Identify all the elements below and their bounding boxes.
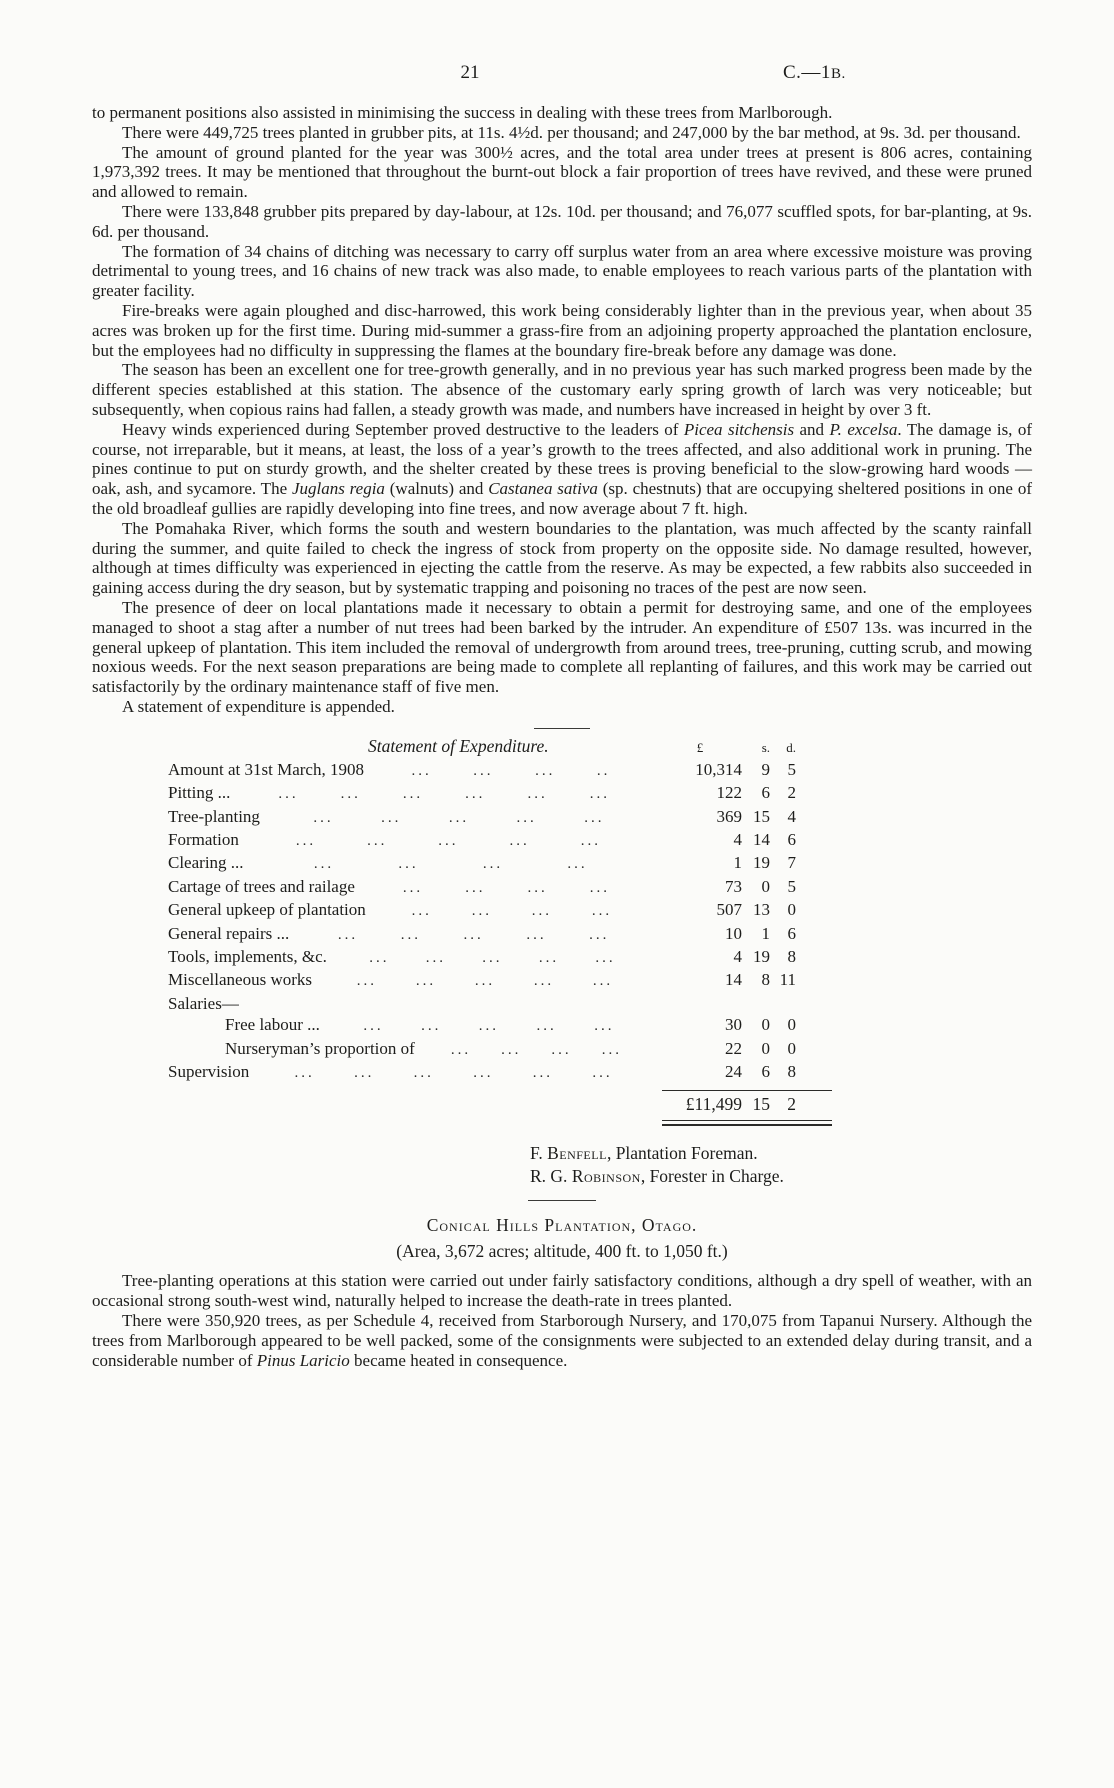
dot-leader: ...	[592, 973, 614, 990]
amount-pence: 5	[787, 759, 796, 779]
dot-leader: ...	[337, 926, 359, 943]
text-run: The formation of 34 chains of ditching was necessary to carry off surplus water from an area where excessive moisture was proving detrimental to young trees, and 16 chains of new track was also made, to enable employees to reach various parts of the plantation with greater facility.	[92, 241, 1032, 301]
amount-pounds: 30	[725, 1015, 742, 1035]
dot-leader: ...	[595, 949, 616, 966]
text-run: The amount of ground planted for the year was 300½ acres, and the total area under trees at present is 806 acres, containing 1,973,392 trees. It may be mentioned that throughout the burnt-out block a fair proportion of trees have revived, and these were pruned and allowed to remain.	[92, 142, 1032, 202]
dot-leader: ...	[425, 949, 446, 966]
dot-leader: ...	[567, 856, 588, 873]
expenditure-item-label: Cartage of trees and railage	[168, 876, 355, 896]
expenditure-rows	[168, 759, 796, 1085]
amount-pence: 2	[787, 783, 796, 803]
expenditure-row	[168, 829, 796, 852]
dot-leader: ...	[294, 1064, 315, 1081]
dot-leader: ...	[400, 926, 421, 943]
expenditure-item-label: Tools, implements, &c.	[168, 946, 327, 966]
latin-species-name: Pinus Laricio	[256, 1350, 350, 1370]
amount-pence: 0	[787, 1038, 796, 1058]
dot-leader: ...	[589, 926, 610, 943]
page-content	[92, 103, 1032, 1370]
dot-leaders	[366, 901, 658, 922]
dot-leader: ...	[313, 809, 334, 826]
column-header-pence: d.	[786, 739, 796, 755]
signature-surname: Benfell	[547, 1143, 607, 1164]
paragraph	[92, 103, 1032, 123]
column-header-shillings: s.	[761, 739, 770, 755]
amount-pounds: 4	[733, 829, 742, 849]
amount-pounds: 73	[725, 876, 742, 896]
text-run: There were 449,725 trees planted in grubber pits, at 11s. 4½d. per thousand; and 247,000 by the bar method, at 9s. 3d. per thousand.	[122, 122, 1021, 142]
dot-leader: ...	[381, 809, 402, 826]
dot-leaders	[364, 761, 658, 782]
latin-species-name: P. excelsa	[829, 419, 898, 439]
latin-species-name: Castanea sativa	[488, 479, 598, 499]
dot-leader: ...	[471, 903, 492, 920]
column-header-pounds: £	[696, 739, 704, 755]
amount-pence: 0	[787, 1015, 796, 1035]
amount-pence: 0	[787, 900, 796, 920]
latin-species-name: Juglans regia	[291, 479, 385, 499]
dot-leaders	[230, 784, 658, 805]
signature-initials: F.	[530, 1143, 548, 1164]
expenditure-row	[168, 782, 796, 805]
amount-pence: 4	[787, 806, 796, 826]
expenditure-item-label: General upkeep of plantation	[168, 900, 366, 920]
dot-leader: ...	[589, 786, 610, 803]
section-divider-rule	[534, 728, 590, 729]
amount-pounds: 10,314	[695, 759, 742, 779]
text-run: and	[794, 419, 830, 439]
dot-leader: ...	[551, 1041, 572, 1058]
expenditure-item-label: Clearing ...	[168, 853, 244, 873]
amount-pounds: 14	[725, 970, 742, 990]
paragraph	[92, 420, 1032, 519]
total-amount-shillings: 15	[752, 1094, 770, 1115]
expenditure-title: Statement of Expenditure.	[368, 735, 549, 756]
expenditure-row	[168, 759, 796, 782]
dot-leader: ...	[589, 879, 610, 896]
expenditure-item-label: Free labour ...	[225, 1015, 320, 1035]
dot-leader: ...	[438, 832, 459, 849]
expenditure-row	[168, 993, 796, 1014]
paragraph	[92, 143, 1032, 202]
doc-reference	[783, 62, 846, 84]
dot-leader: ...	[473, 1064, 494, 1081]
dot-leaders	[355, 878, 658, 899]
expenditure-item-label: Miscellaneous works	[168, 970, 313, 990]
amount-pounds: 4	[733, 946, 742, 966]
page-number: 21	[460, 62, 480, 83]
text-run: The Pomahaka River, which forms the south and western boundaries to the plantation, was much affected by the scanty rainfall during the summer, and quite failed to check the ingress of stock from property on the opposite side. No damage resulted, however, although at times difficulty was experienced in ejecting the cattle from the reserve. As may be expected, a few rabbits also succeeded in gaining access during the dry season, but by systematic trapping and poisoning no traces of the pest are now seen.	[92, 518, 1032, 598]
section2-body	[92, 1271, 1032, 1370]
dot-leaders	[327, 948, 658, 969]
latin-species-name: Picea sitchensis	[683, 419, 795, 439]
dot-leader: ...	[527, 879, 548, 896]
dot-leader: ...	[369, 949, 390, 966]
dot-leader: ...	[538, 949, 560, 966]
dot-leader: ...	[356, 973, 378, 990]
dot-leader: ...	[448, 809, 470, 826]
paragraph	[92, 519, 1032, 598]
amount-pence: 5	[787, 876, 796, 896]
expenditure-item-label: Amount at 31st March, 1908	[168, 759, 364, 779]
paragraph	[92, 598, 1032, 697]
doc-reference-suffix: B.	[830, 66, 846, 82]
dot-leader: ...	[584, 809, 605, 826]
dot-leader: ...	[527, 786, 548, 803]
dot-leader: ...	[295, 832, 317, 849]
dot-leaders	[289, 925, 658, 946]
dot-leader: ...	[516, 809, 537, 826]
dot-leader: ...	[278, 786, 299, 803]
dot-leader: ...	[465, 786, 486, 803]
amount-pounds: 1	[733, 853, 742, 873]
expenditure-item-label: Nurseryman’s proportion of	[225, 1038, 415, 1058]
text-run: became heated in consequence.	[349, 1350, 568, 1370]
report-body	[92, 103, 1032, 717]
text-run: Fire-breaks were again ploughed and disc-harrowed, this work being considerably lighter than in the previous year, when about 35 acres was broken up for the first time. During mid-summer a grass-fire from an adjoining property approached the plantation enclosure, but the employees had no difficulty in suppressing the flames at the boundary fire-break before any damage was done.	[92, 300, 1032, 360]
dot-leader: ...	[411, 903, 432, 920]
amount-pence: 6	[787, 829, 796, 849]
dot-leader: ...	[592, 1064, 613, 1081]
expenditure-row	[168, 806, 796, 829]
signature-initials: R. G.	[530, 1165, 572, 1186]
dot-leader: ...	[421, 1018, 442, 1035]
text-run: A statement of expenditure is appended.	[122, 696, 395, 716]
dot-leader: ...	[463, 926, 484, 943]
dot-leader: ...	[450, 1041, 472, 1058]
expenditure-row	[168, 899, 796, 922]
amount-shillings: 14	[753, 829, 770, 849]
expenditure-row	[168, 1038, 796, 1061]
expenditure-row	[168, 1014, 796, 1037]
paragraph	[92, 697, 1032, 717]
amount-pence: 6	[787, 923, 796, 943]
amount-shillings: 8	[761, 970, 770, 990]
expenditure-total	[168, 1091, 796, 1117]
text-run: There were 133,848 grubber pits prepared by day-labour, at 12s. 10d. per thousand; and 76,077 scuffled spots, for bar-planting, at 9s. 6d. per thousand.	[92, 201, 1032, 241]
section-heading: Conical Hills Plantation, Otago.	[426, 1215, 698, 1236]
dot-leader: ...	[591, 903, 613, 920]
signature-role: , Plantation Foreman.	[606, 1143, 758, 1164]
amount-pence: 8	[787, 946, 796, 966]
dot-leaders	[260, 808, 658, 829]
dot-leader: ...	[601, 1041, 622, 1058]
dot-leaders	[244, 854, 658, 875]
amount-pence: 7	[787, 853, 796, 873]
paragraph	[92, 1311, 1032, 1370]
dot-leader: ...	[532, 1064, 554, 1081]
text-run: The presence of deer on local plantations made it necessary to obtain a permit for destroying same, and one of the employees managed to shoot a stag after a number of nut trees had been barked by the intruder. An expenditure of £507 13s. was incurred in the general upkeep of plantation. This item included the removal of undergrowth from around trees, tree-pruning, cutting scrub, and mowing noxious weeds. For the next season preparations are being made to complete all replanting of failures, and this work may be carried out satisfactorily by the ordinary maintenance staff of five men.	[92, 597, 1032, 697]
text-run: Tree-planting operations at this station were carried out under fairly satisfactory conditions, although a dry spell of weather, with an occasional strong south-west wind, naturally helped to increase the death-rate in trees planted.	[92, 1271, 1032, 1311]
amount-pence: 8	[787, 1061, 796, 1081]
dot-leader: ...	[580, 832, 602, 849]
amount-shillings: 15	[753, 806, 770, 826]
paragraph	[92, 202, 1032, 242]
amount-pounds: 122	[716, 783, 742, 803]
expenditure-item-label: Salaries—	[168, 993, 239, 1013]
expenditure-item-label: Formation	[168, 829, 239, 849]
expenditure-row	[168, 876, 796, 899]
signature-surname: Robinson	[571, 1165, 641, 1186]
section-divider-rule	[528, 1200, 596, 1201]
amount-shillings: 0	[761, 1015, 770, 1035]
dot-leader: ...	[398, 856, 419, 873]
dot-leader: ...	[482, 856, 504, 873]
dot-leader: ...	[474, 973, 496, 990]
expenditure-row	[168, 923, 796, 946]
dot-leader: ...	[411, 762, 432, 779]
amount-shillings: 0	[761, 1038, 770, 1058]
dot-leader: ...	[482, 949, 503, 966]
expenditure-row	[168, 946, 796, 969]
dot-leader: ...	[526, 926, 547, 943]
paragraph	[92, 360, 1032, 419]
dot-leader: ...	[594, 1018, 615, 1035]
dot-leader: ...	[536, 1018, 557, 1035]
signature-line	[530, 1142, 1032, 1165]
text-run: Heavy winds experienced during September proved destructive to the leaders of	[122, 419, 684, 439]
dot-leader: ...	[531, 903, 553, 920]
dot-leader: ...	[415, 973, 437, 990]
amount-shillings: 6	[761, 783, 770, 803]
expenditure-table	[168, 735, 796, 1127]
dot-leader: ..	[596, 762, 611, 779]
dot-leader: ...	[478, 1018, 500, 1035]
expenditure-header-row	[168, 735, 796, 759]
amount-pence: 11	[779, 970, 796, 990]
text-run: (sp. chestnuts) that are occupying sheltered positions in one of the old broadleaf gullies are rapidly developing into fine trees, and now average about 7 ft. high.	[92, 479, 1032, 518]
expenditure-item-label: Pitting ...	[168, 783, 231, 803]
dot-leader: ...	[465, 879, 486, 896]
dot-leader: ...	[354, 1064, 375, 1081]
dot-leader: ...	[402, 786, 424, 803]
expenditure-item-label: Tree-planting	[168, 806, 260, 826]
dot-leader: ...	[363, 1018, 384, 1035]
section-subheading: (Area, 3,672 acres; altitude, 400 ft. to 1,050 ft.)	[396, 1241, 728, 1262]
amount-shillings: 13	[753, 900, 770, 920]
amount-pounds: 507	[716, 900, 742, 920]
paragraph	[92, 301, 1032, 360]
expenditure-row	[168, 852, 796, 875]
signatures-block	[530, 1142, 1032, 1187]
amount-shillings: 6	[761, 1061, 770, 1081]
amount-pounds: 369	[716, 806, 742, 826]
dot-leaders	[312, 971, 658, 992]
amount-pounds: 24	[725, 1061, 742, 1081]
paragraph	[92, 242, 1032, 301]
text-run: to permanent positions also assisted in minimising the success in dealing with these trees from Marlborough.	[92, 103, 833, 122]
dot-leader: ...	[501, 1041, 522, 1058]
dot-leaders	[249, 1063, 658, 1084]
total-amount-pence: 2	[787, 1094, 796, 1115]
amount-shillings: 0	[761, 876, 770, 896]
amount-pounds: 10	[725, 923, 742, 943]
dot-leader: ...	[473, 762, 494, 779]
dot-leaders	[320, 1016, 658, 1037]
amount-pounds: 22	[725, 1038, 742, 1058]
amount-shillings: 1	[761, 923, 770, 943]
text-run: . The damage is, of course, not irreparable, but it means, at least, the loss of a year’s growth to the trees affected, and also additional work in pruning. The pines continue to put on sturdy growth, and the shelter created by these trees is proving beneficial to the slow-growing hard woods — oak, ash, and sycamore. The	[92, 419, 1033, 499]
total-amount-pounds: £11,499	[685, 1094, 742, 1115]
dot-leader: ...	[367, 832, 388, 849]
dot-leaders	[239, 831, 658, 852]
paragraph	[92, 123, 1032, 143]
dot-leader: ...	[535, 762, 556, 779]
doc-reference-main: C.—1	[783, 62, 831, 83]
paragraph	[92, 1271, 1032, 1311]
dot-leader: ...	[313, 856, 335, 873]
dot-leader: ...	[340, 786, 361, 803]
dot-leader: ...	[402, 879, 424, 896]
dot-leader: ...	[509, 832, 530, 849]
text-run: There were 350,920 trees, as per Schedule 4, received from Starborough Nursery, and 170,075 from Tapanui Nursery. Although the trees from Marlborough appeared to be well packed, some of the consignments were subjected to an extended delay during transit, and a considerable number of	[92, 1310, 1032, 1370]
dot-leaders	[415, 1040, 658, 1061]
expenditure-item-label: General repairs ...	[168, 923, 290, 943]
amount-shillings: 9	[761, 759, 770, 779]
signature-line	[530, 1165, 1032, 1188]
text-run: The season has been an excellent one for tree-growth generally, and in no previous year has such marked progress been made by the different species established at this station. The absence of the customary early spring growth of larch was very noticeable; but subsequently, when copious rains had fallen, a steady growth was made, and numbers have increased in height by over 3 ft.	[92, 360, 1032, 419]
signature-role: , Forester in Charge.	[640, 1165, 784, 1186]
dot-leader: ...	[533, 973, 555, 990]
amount-shillings: 19	[753, 946, 770, 966]
total-rule-bottom	[662, 1120, 832, 1126]
dot-leader: ...	[413, 1064, 434, 1081]
expenditure-item-label: Supervision	[168, 1061, 250, 1081]
expenditure-row	[168, 969, 796, 992]
text-run: (walnuts) and	[384, 479, 489, 499]
amount-shillings: 19	[753, 853, 770, 873]
expenditure-row	[168, 1061, 796, 1084]
